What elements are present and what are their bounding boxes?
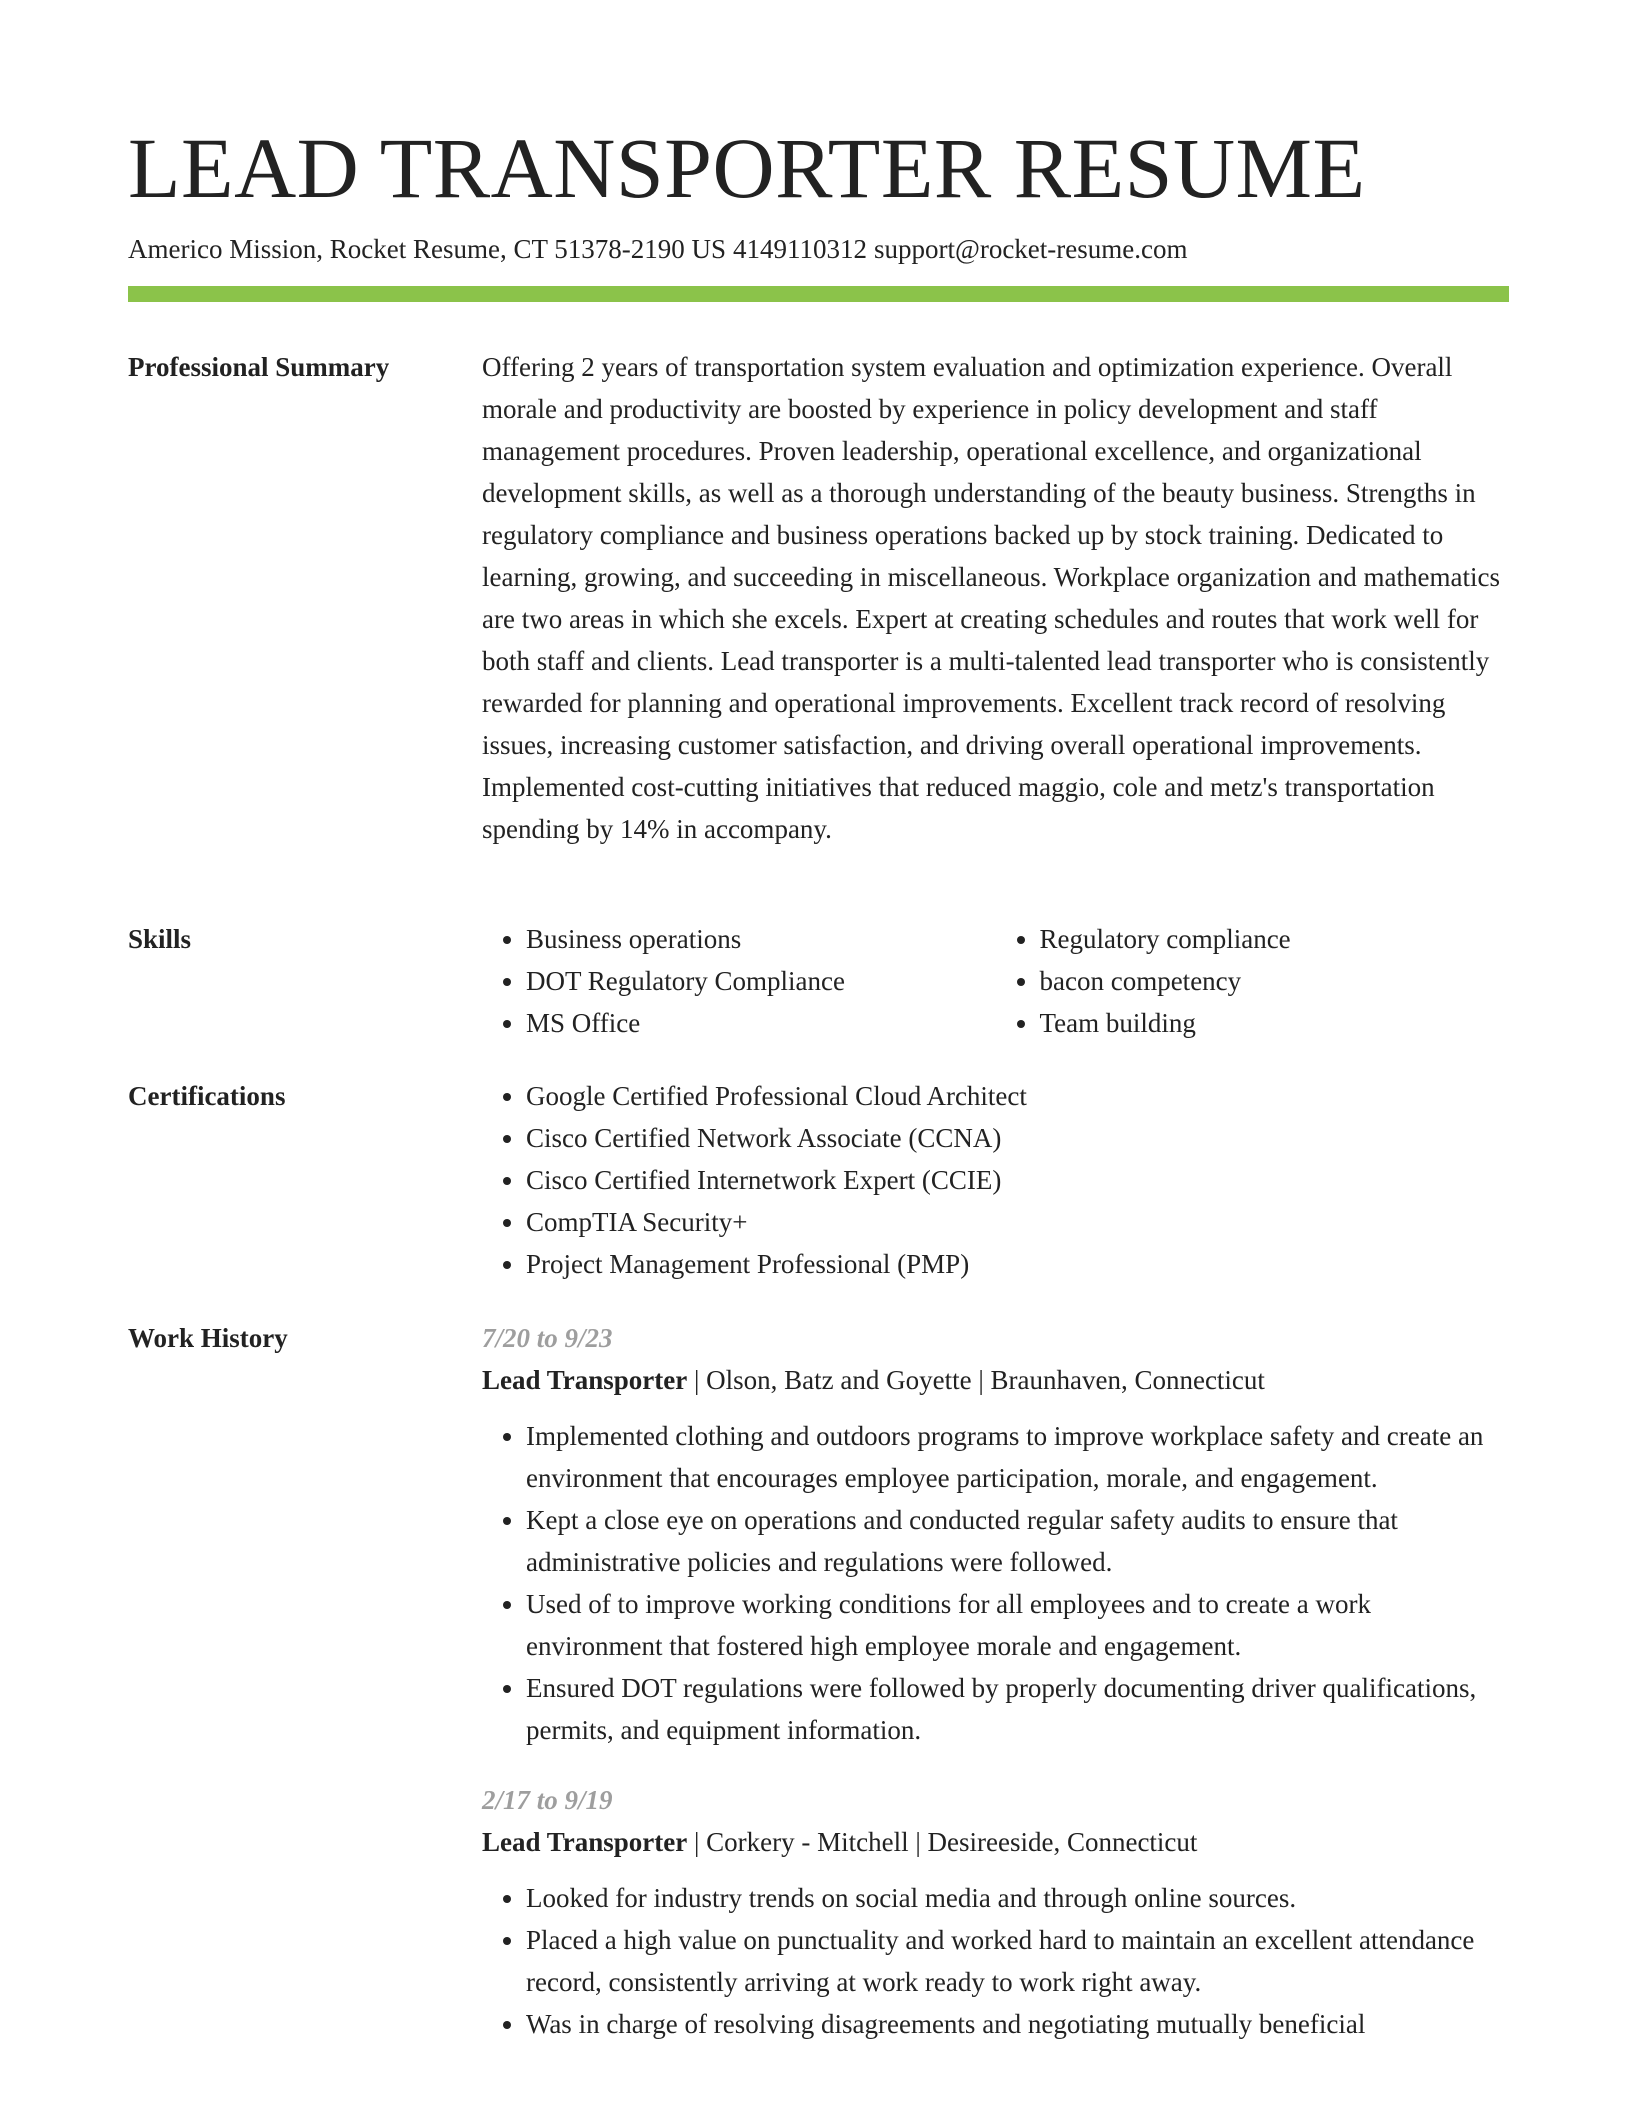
certifications-body (482, 1075, 1509, 1285)
job-dates: 2/17 to 9/19 (482, 1785, 613, 1815)
certification-item: • Cisco Certified Internetwork Expert (CCIE) (526, 1159, 1509, 1201)
job-details: | Olson, Batz and Goyette | Braunhaven, Connecticut (687, 1365, 1265, 1395)
skills-label: Skills (128, 924, 192, 954)
work-history-label: Work History (128, 1323, 288, 1353)
skills-columns (482, 918, 1509, 1044)
header-divider (128, 286, 1509, 302)
job-bullet: • Looked for industry trends on social media and through online sources. (526, 1877, 1509, 1919)
certification-item: • Cisco Certified Network Associate (CCNA) (526, 1117, 1509, 1159)
certifications-list (482, 1075, 1509, 1285)
skills-list-left (482, 918, 996, 1044)
job-bullet: • Was in charge of resolving disagreements and negotiating mutually beneficial (526, 2003, 1509, 2045)
resume-title: LEAD TRANSPORTER RESUME (128, 120, 1366, 216)
job-title-line (482, 1821, 1509, 1863)
job-bullet: • Ensured DOT regulations were followed by properly documenting driver qualifications, permits, and equipment information. (526, 1667, 1509, 1751)
skills-body (482, 918, 1509, 1044)
summary-body (482, 346, 1509, 850)
skill-item: • MS Office (526, 1002, 996, 1044)
work-history-body (482, 1317, 1509, 2045)
certification-item: • Project Management Professional (PMP) (526, 1243, 1509, 1285)
job-entry (482, 1779, 1509, 2045)
skills-list-right (996, 918, 1510, 1044)
contact-address: Americo Mission, Rocket Resume, CT 51378-2190 US (128, 234, 726, 264)
job-bullet: • Placed a high value on punctuality and worked hard to maintain an excellent attendance record, consistently arriving at work ready to work right away. (526, 1919, 1509, 2003)
contact-line (128, 233, 1188, 265)
job-bullet: • Used of to improve working conditions for all employees and to create a work environment that fostered high employee morale and engagement. (526, 1583, 1509, 1667)
job-bullets (482, 1415, 1509, 1751)
summary-label: Professional Summary (128, 352, 390, 382)
certifications-label: Certifications (128, 1081, 286, 1111)
summary-text: Offering 2 years of transportation system evaluation and optimization experience. Overall morale and productivity are boosted by experience in policy development and staff management procedures. Proven leadership, operational excellence, and organizational development skills, as well as a thorough understanding of the beauty business. Strengths in regulatory compliance and business operations backed up by stock training. Dedicated to learning, growing, and succeeding in miscellaneous. Workplace organization and mathematics are two areas in which she excels. Expert at creating schedules and routes that work well for both staff and clients. Lead transporter is a multi-talented lead transporter who is consistently rewarded for planning and operational improvements. Excellent track record of resolving issues, increasing customer satisfaction, and driving overall operational improvements. Implemented cost-cutting initiatives that reduced maggio, cole and metz's transportation spending by 14% in accompany. (482, 352, 1501, 844)
job-title: Lead Transporter (482, 1827, 688, 1857)
skill-item: • DOT Regulatory Compliance (526, 960, 996, 1002)
job-bullet: • Kept a close eye on operations and conducted regular safety audits to ensure that administrative policies and regulations were followed. (526, 1499, 1509, 1583)
job-entry (482, 1317, 1509, 1751)
job-title: Lead Transporter (482, 1365, 688, 1395)
job-bullets (482, 1877, 1509, 2045)
job-dates: 7/20 to 9/23 (482, 1323, 613, 1353)
skill-item: • bacon competency (1040, 960, 1510, 1002)
skill-item: • Regulatory compliance (1040, 918, 1510, 960)
certification-item: • CompTIA Security+ (526, 1201, 1509, 1243)
contact-email[interactable]: support@rocket-resume.com (873, 234, 1188, 264)
skill-item: • Business operations (526, 918, 996, 960)
contact-phone: 4149110312 (732, 234, 867, 264)
skill-item: • Team building (1040, 1002, 1510, 1044)
job-bullet: • Implemented clothing and outdoors programs to improve workplace safety and create an environment that encourages employee participation, morale, and engagement. (526, 1415, 1509, 1499)
job-details: | Corkery - Mitchell | Desireeside, Connecticut (687, 1827, 1198, 1857)
certification-item: • Google Certified Professional Cloud Architect (526, 1075, 1509, 1117)
job-title-line (482, 1359, 1509, 1401)
